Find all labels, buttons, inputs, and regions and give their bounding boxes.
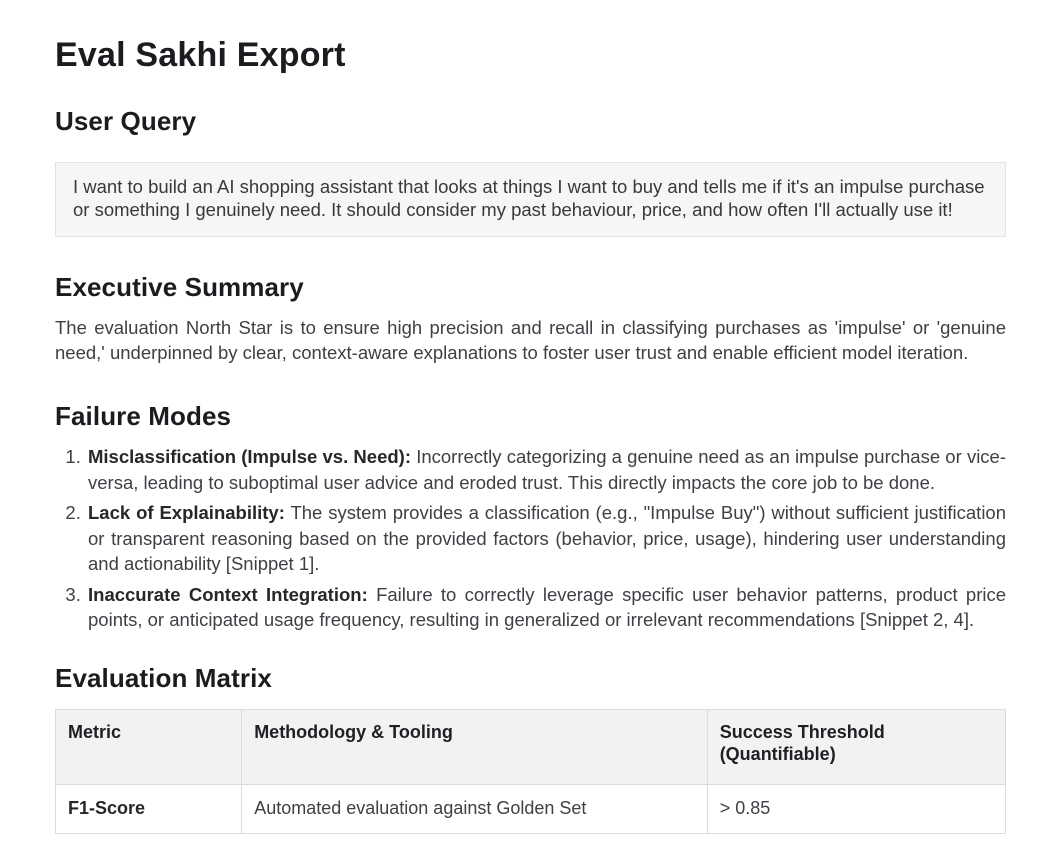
evaluation-matrix-table [55,709,1006,834]
list-item [86,582,1006,633]
failure-mode-title: Misclassification (Impulse vs. Need): [88,446,411,467]
failure-mode-title: Inaccurate Context Integration: [88,583,368,605]
table-header-metric: Metric [56,709,242,784]
evaluation-matrix-heading: Evaluation Matrix [55,662,272,693]
failure-mode-text: Failure to correctly leverage specific user behavior patterns, product price points, or anticipated usage frequency, resulting in generalized or irrelevant recommendations [Snippet 2, 4]. [88,583,1007,630]
table-header-row [56,709,1006,784]
executive-summary-text: The evaluation North Star is to ensure high precision and recall in classifying purchases as 'impulse' or 'genuine need,' underpinned by clear, context-aware explanations to foster user trust and enable efficient model iteration. [55,317,1006,363]
table-header-methodology: Methodology & Tooling [242,709,708,784]
failure-modes-list [55,444,1006,633]
page-title: Eval Sakhi Export [55,36,346,74]
table-cell-threshold: > 0.85 [707,784,1005,833]
list-item [86,444,1006,495]
table-cell-metric: F1-Score [56,784,242,833]
user-query-heading: User Query [55,106,197,136]
failure-mode-text: Incorrectly categorizing a genuine need as an impulse purchase or vice-versa, leading to suboptimal user advice and eroded trust. This directly impacts the core job to be done. [88,446,1007,493]
failure-mode-title: Lack of Explainability: [88,502,285,523]
table-header-threshold: Success Threshold (Quantifiable) [707,709,1005,784]
user-query-quote: I want to build an AI shopping assistant that looks at things I want to buy and tells me if it's an impulse purchase or something I genuinely need. It should consider my past behaviour, price, and how often I'll actually use it! [55,162,1006,237]
failure-mode-text: The system provides a classification (e.g., "Impulse Buy") without sufficient justification or transparent reasoning based on the provided factors (behavior, price, usage), hindering user understanding and actionability [Snippet 1]. [88,502,1007,574]
failure-modes-heading: Failure Modes [55,401,232,431]
table-row [56,784,1006,833]
list-item [86,500,1006,577]
table-cell-methodology: Automated evaluation against Golden Set [242,784,708,833]
executive-summary-heading: Executive Summary [55,272,304,302]
